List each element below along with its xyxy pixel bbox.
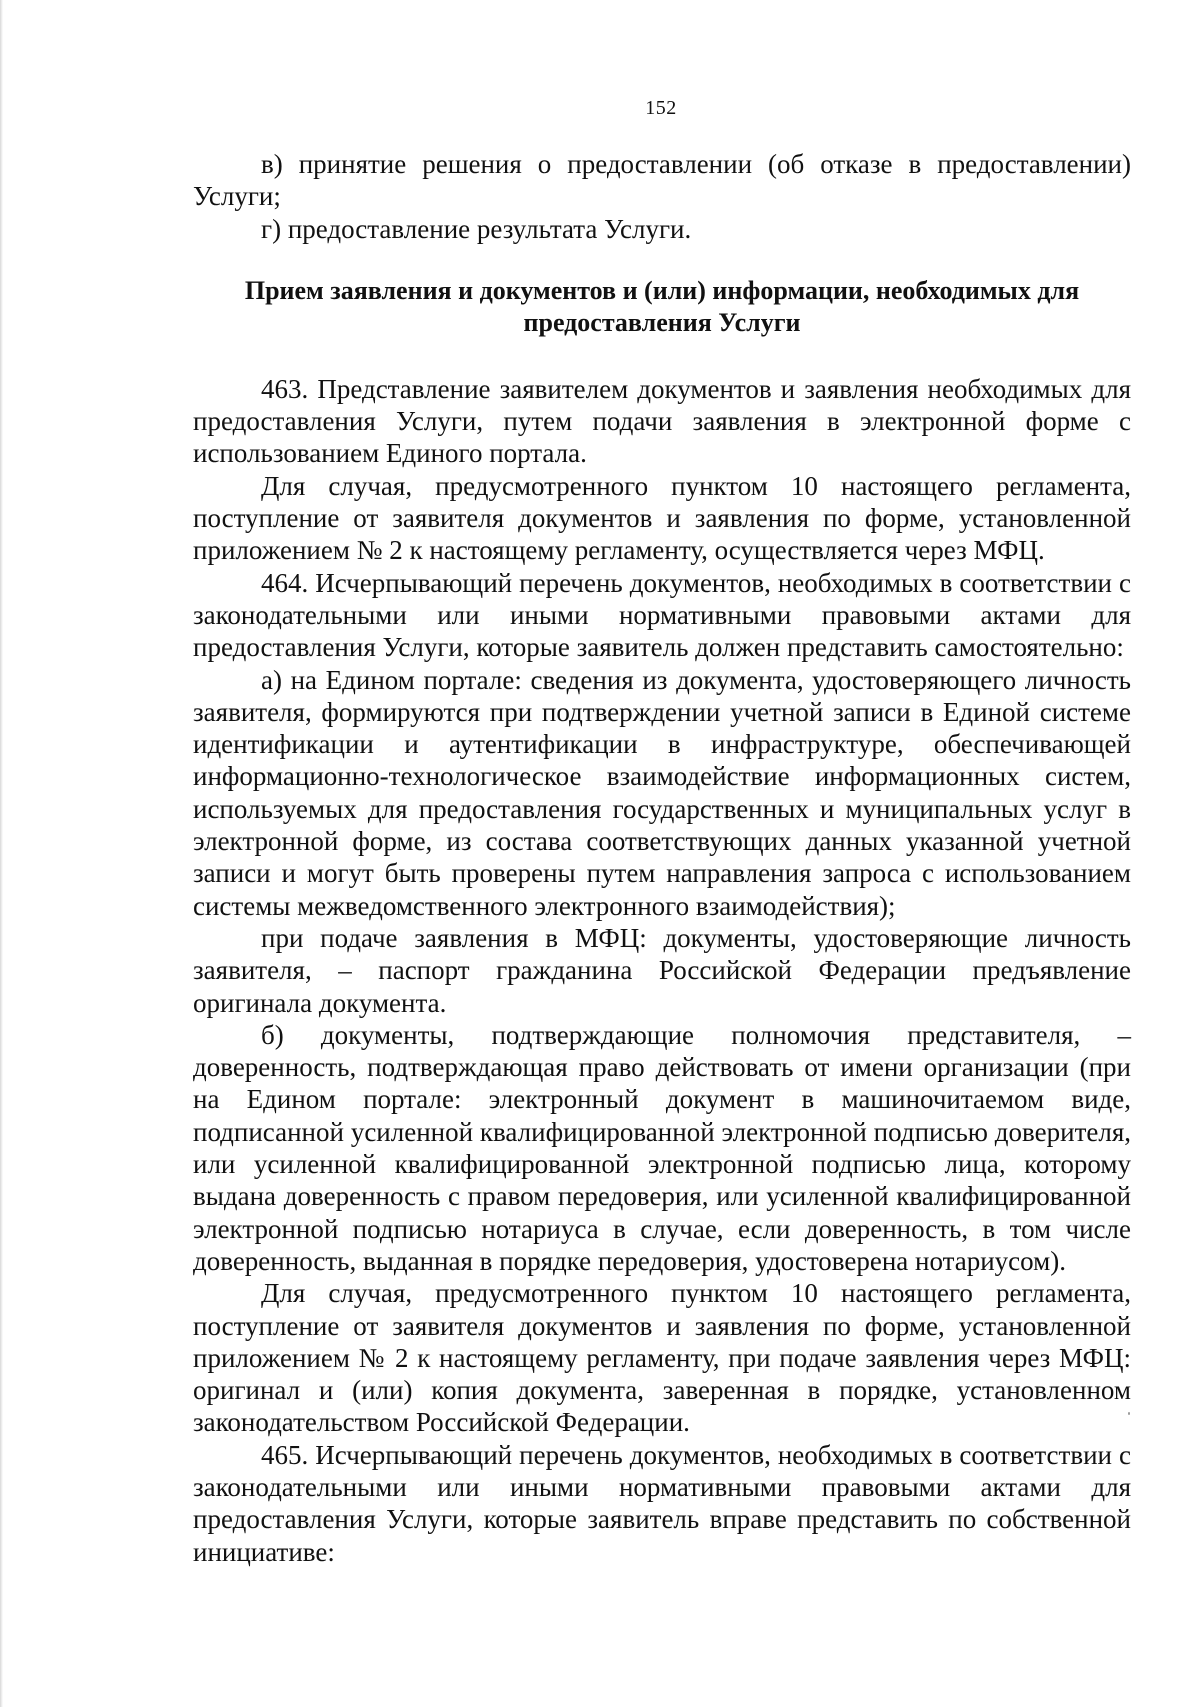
- scan-edge-shadow: [0, 0, 3, 1707]
- document-body: [193, 148, 1131, 1568]
- scan-artifact: [1128, 1412, 1130, 1415]
- paragraph-item-b: б) документы, подтверждающие полномочия представителя, – доверенность, подтверждающая право действовать от имени организации (при на Едином портале: электронный документ в машиночитаемом виде, подписанной усиленной квалифицированной электронной подписью доверителя, или усиленной квалифицированной электронной подписью лица, которому выдана доверенность с правом передоверия, или усиленной квалифицированной электронной подписью нотариуса в случае, если доверенность, в том числе доверенность, выданная в порядке передоверия, удостоверена нотариусом).: [193, 1019, 1131, 1276]
- paragraph-item-a: а) на Едином портале: сведения из документа, удостоверяющего личность заявителя, формируются при подтверждении учетной записи в Единой системе идентификации и аутентификации в инфраструктуре, обеспечивающей информационно-технологическое взаимодействие информационных систем, используемых для предоставления государственных и муниципальных услуг в электронной форме, из состава соответствующих данных указанной учетной записи и могут быть проверены путем направления запроса с использованием системы межведомственного электронного взаимодействия);: [193, 664, 1131, 921]
- paragraph-item-g: г) предоставление результата Услуги.: [261, 213, 692, 244]
- paragraph-mfc-case-2: Для случая, предусмотренного пунктом 10 настоящего регламента, поступление от заявителя документов и заявления по форме, установленной приложением № 2 к настоящему регламенту, при подаче заявления через МФЦ: оригинал и (или) копия документа, заверенная в порядке, установленном законодательством Российской Федерации.: [193, 1278, 1131, 1438]
- paragraph-465: 465. Исчерпывающий перечень документов, необходимых в соответствии с законодательными или иными нормативными правовыми актами для предоставления Услуги, которые заявитель вправе представить по собственной инициативе:: [193, 1439, 1131, 1567]
- paragraph-mfc-case-1: Для случая, предусмотренного пунктом 10 настоящего регламента, поступление от заявителя документов и заявления по форме, установленной приложением № 2 к настоящему регламенту, осуществляется через МФЦ.: [193, 470, 1131, 566]
- paragraph-mfc-identity: при подаче заявления в МФЦ: документы, удостоверяющие личность заявителя, – паспорт гражданина Российской Федерации предъявление оригинала документа.: [193, 922, 1131, 1018]
- paragraph-item-v: в) принятие решения о предоставлении (об отказе в предоставлении) Услуги;: [193, 149, 1131, 212]
- paragraph-463: 463. Представление заявителем документов и заявления необходимых для предоставления Услуги, путем подачи заявления в электронной форме с использованием Единого портала.: [193, 373, 1131, 469]
- paragraph-464: 464. Исчерпывающий перечень документов, необходимых в соответствии с законодательными или иными нормативными правовыми актами для предоставления Услуги, которые заявитель должен представить самостоятельно:: [193, 567, 1131, 663]
- page-number: 152: [645, 97, 677, 119]
- section-heading: Прием заявления и документов и (или) информации, необходимых для предоставления Услуги: [244, 275, 1080, 337]
